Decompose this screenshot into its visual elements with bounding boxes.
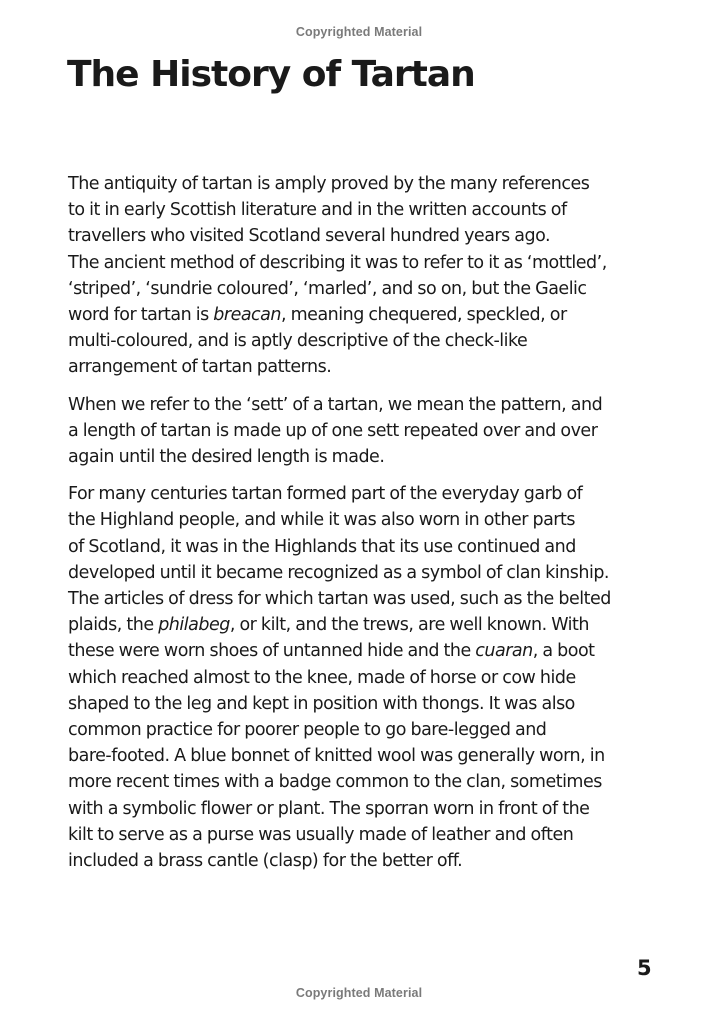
text-line: with a symbolic flower or plant. The sporran worn in front of the: [68, 798, 590, 819]
text-line: shaped to the leg and kept in position with thongs. It was also: [68, 693, 575, 714]
text-line: which reached almost to the knee, made of horse or cow hide: [68, 667, 576, 688]
text-line: travellers who visited Scotland several hundred years ago.: [68, 226, 551, 247]
text-line: developed until it became recognized as a symbol of clan kinship.: [68, 562, 609, 583]
page-number: 5: [637, 956, 652, 980]
text-line: When we refer to the ‘sett’ of a tartan, we mean the pattern, and: [68, 394, 603, 415]
text-line: plaids, the philabeg, or kilt, and the trews, are well known. With: [68, 615, 589, 636]
text-line: more recent times with a badge common to the clan, sometimes: [68, 772, 602, 793]
page-title: The History of Tartan: [67, 54, 475, 95]
text-line: ‘striped’, ‘sundrie coloured’, ‘marled’, and so on, but the Gaelic: [68, 278, 587, 299]
text-line: these were worn shoes of untanned hide and the cuaran, a boot: [68, 641, 595, 662]
text-line: common practice for poorer people to go bare-legged and: [68, 720, 547, 741]
copyright-watermark-top: Copyrighted Material: [295, 25, 423, 39]
text-line: The ancient method of describing it was to refer to it as ‘mottled’,: [68, 252, 607, 273]
text-line: of Scotland, it was in the Highlands that its use continued and: [68, 536, 576, 557]
text-line: to it in early Scottish literature and in the written accounts of: [68, 200, 567, 221]
text-line: The antiquity of tartan is amply proved by the many references: [68, 174, 590, 194]
paragraph-3: [68, 481, 648, 874]
text-line: kilt to serve as a purse was usually made of leather and often: [68, 824, 574, 845]
italic-term: breacan: [213, 305, 281, 326]
text-line: multi-coloured, and is aptly descriptive of the check-like: [68, 331, 528, 352]
paragraph-2: [68, 392, 648, 471]
paragraph-1: [68, 171, 648, 381]
text-line: word for tartan is breacan, meaning chequered, speckled, or: [68, 305, 567, 326]
text-line: bare-footed. A blue bonnet of knitted wool was generally worn, in: [68, 746, 605, 767]
text-line: the Highland people, and while it was also worn in other parts: [68, 510, 575, 531]
text-line: arrangement of tartan patterns.: [68, 357, 332, 378]
text-line: again until the desired length is made.: [68, 447, 385, 468]
body-text: [68, 171, 648, 874]
copyright-watermark-bottom: Copyrighted Material: [295, 986, 423, 1000]
italic-term: cuaran: [475, 641, 533, 662]
text-line: a length of tartan is made up of one sett repeated over and over: [68, 420, 598, 441]
text-line: For many centuries tartan formed part of the everyday garb of: [68, 484, 583, 505]
text-line: The articles of dress for which tartan was used, such as the belted: [68, 589, 611, 610]
italic-term: philabeg: [158, 615, 230, 636]
text-line: included a brass cantle (clasp) for the better off.: [68, 851, 463, 872]
